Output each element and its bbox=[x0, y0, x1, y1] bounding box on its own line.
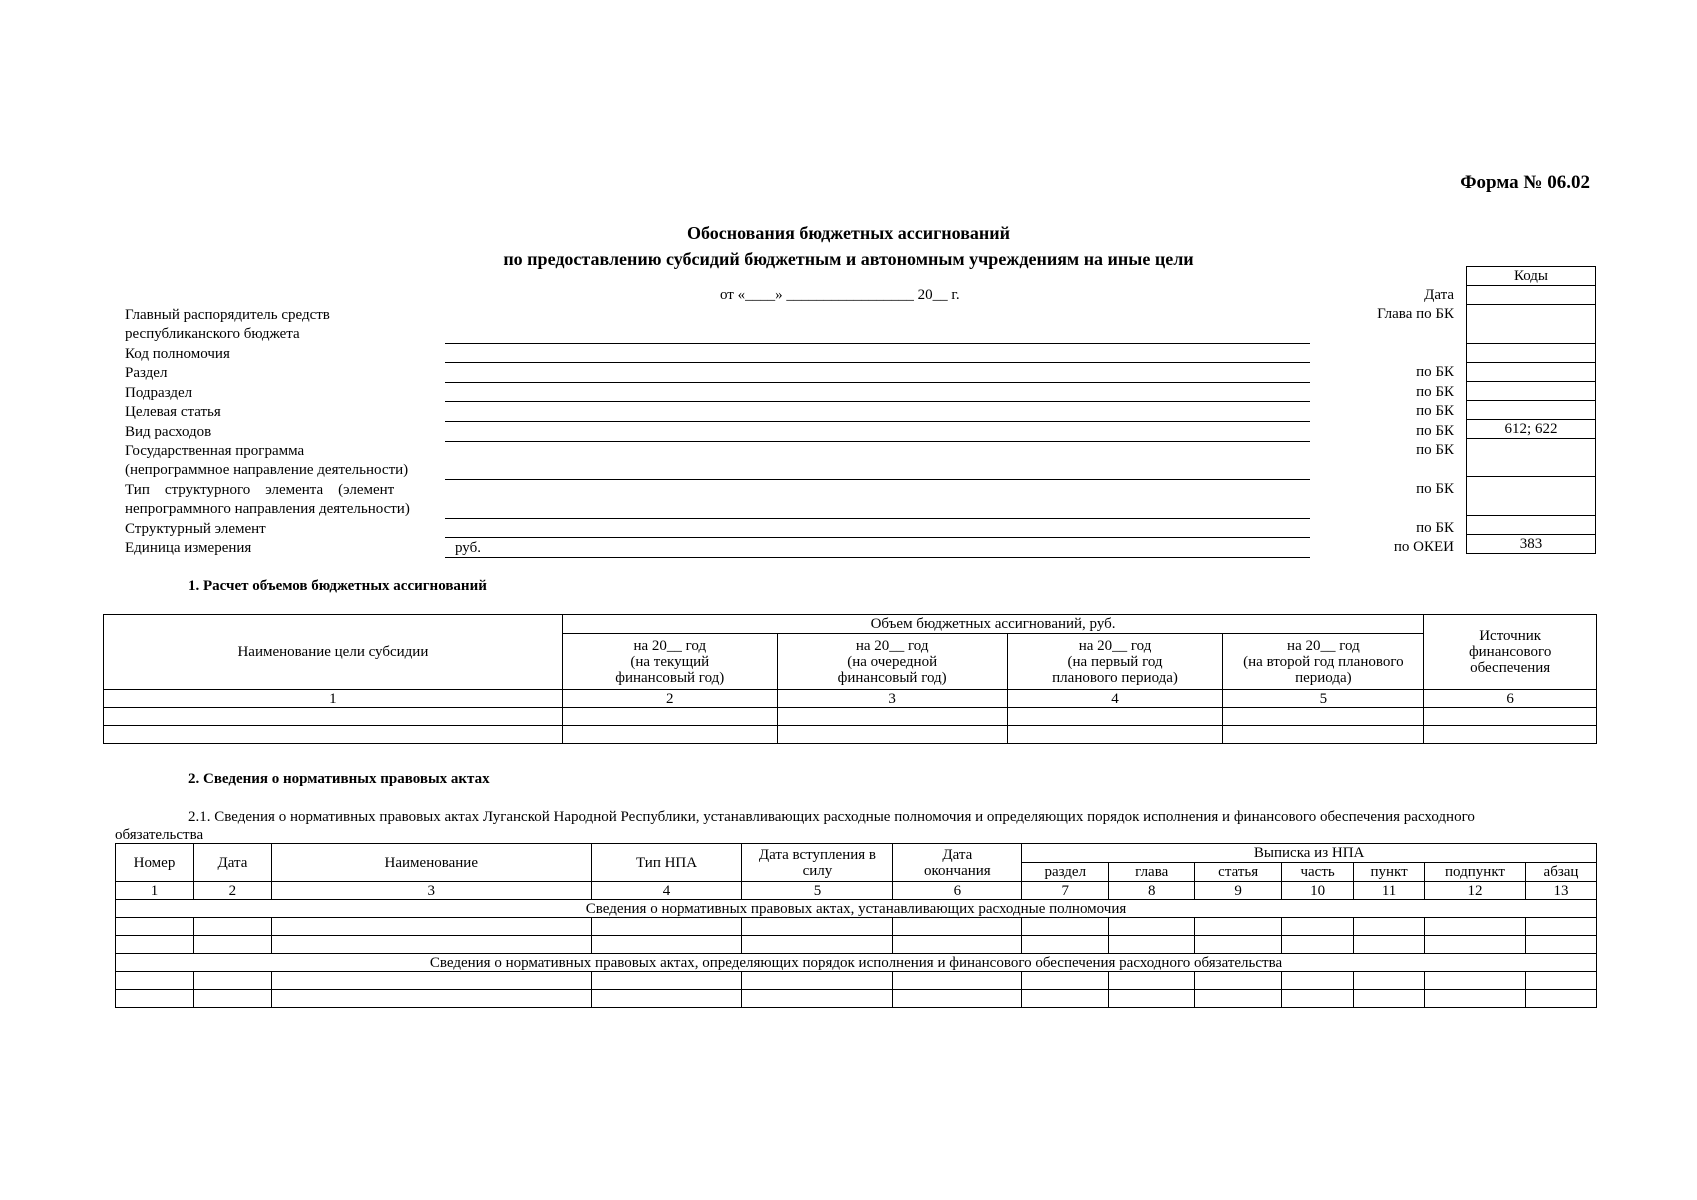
s2-cell[interactable] bbox=[1425, 918, 1526, 936]
label-struct-type-1: Тип структурного элемента (элемент bbox=[125, 482, 395, 498]
s2-cell[interactable] bbox=[1109, 990, 1195, 1008]
title-line-1: Обоснования бюджетных ассигнований bbox=[686, 223, 1011, 243]
s2-cell[interactable] bbox=[1525, 918, 1596, 936]
s2-cell[interactable] bbox=[1425, 990, 1526, 1008]
section1-table bbox=[103, 614, 1597, 744]
right-label-program: по БК bbox=[1416, 442, 1454, 458]
s2-start-line-1: Дата вступления в bbox=[758, 846, 876, 863]
code-chapter[interactable] bbox=[1467, 305, 1596, 344]
s1-cell[interactable] bbox=[1007, 708, 1223, 726]
s2-cell[interactable] bbox=[1425, 936, 1526, 954]
s2-cell[interactable] bbox=[193, 972, 271, 990]
s2-num-4: 4 bbox=[591, 882, 742, 900]
right-label-struct-type: по БК bbox=[1416, 481, 1454, 497]
s1-cell[interactable] bbox=[1424, 708, 1597, 726]
code-section[interactable] bbox=[1467, 363, 1596, 382]
code-okei[interactable]: 383 bbox=[1467, 535, 1596, 554]
s1-col-year4 bbox=[1223, 634, 1424, 690]
s2-sub-part: часть bbox=[1282, 863, 1354, 882]
codes-table bbox=[1466, 266, 1596, 554]
s2-num-10: 10 bbox=[1282, 882, 1354, 900]
s2-cell[interactable] bbox=[116, 918, 194, 936]
s1-y4-line-2: (на второй год планового bbox=[1243, 653, 1404, 670]
s2-cell[interactable] bbox=[271, 972, 591, 990]
s2-cell[interactable] bbox=[1195, 918, 1282, 936]
label-section: Раздел bbox=[125, 365, 168, 381]
s2-num-9: 9 bbox=[1195, 882, 1282, 900]
s2-cell[interactable] bbox=[1109, 936, 1195, 954]
s1-cell[interactable] bbox=[1424, 726, 1597, 744]
label-struct-element: Структурный элемент bbox=[125, 521, 266, 537]
s1-y4-line-1: на 20__ год bbox=[1287, 637, 1360, 654]
s1-source-line-3: обеспечения bbox=[1470, 660, 1551, 676]
code-date[interactable] bbox=[1467, 286, 1596, 305]
s2-cell[interactable] bbox=[1525, 972, 1596, 990]
s2-num-13: 13 bbox=[1525, 882, 1596, 900]
label-state-program-2: (непрограммное направление деятельности) bbox=[125, 462, 409, 478]
s2-col-end bbox=[893, 844, 1022, 882]
s2-cell[interactable] bbox=[591, 990, 742, 1008]
code-struct-el[interactable] bbox=[1467, 516, 1596, 535]
s2-col-type: Тип НПА bbox=[591, 844, 742, 882]
s2-num-1: 1 bbox=[116, 882, 194, 900]
s2-cell[interactable] bbox=[1525, 936, 1596, 954]
code-program[interactable] bbox=[1467, 439, 1596, 477]
s2-cell[interactable] bbox=[1022, 972, 1109, 990]
s2-col-number: Номер bbox=[116, 844, 194, 882]
field-unit[interactable] bbox=[445, 557, 1310, 558]
table-row bbox=[116, 972, 1597, 990]
code-target[interactable] bbox=[1467, 401, 1596, 420]
s2-col-name: Наименование bbox=[271, 844, 591, 882]
s2-cell[interactable] bbox=[1195, 972, 1282, 990]
s1-num-2: 2 bbox=[562, 690, 777, 708]
s2-cell[interactable] bbox=[1195, 936, 1282, 954]
s2-cell[interactable] bbox=[742, 918, 893, 936]
section1-title: 1. Расчет объемов бюджетных ассигнований bbox=[188, 578, 487, 594]
s1-cell[interactable] bbox=[562, 726, 777, 744]
s2-sub-paragraph: абзац bbox=[1525, 863, 1596, 882]
s2-group-2: Сведения о нормативных правовых актах, определяющих порядок исполнения и финансового обеспечения расходного обязательства bbox=[116, 954, 1597, 972]
s1-cell[interactable] bbox=[562, 708, 777, 726]
s1-source-line-1: Источник bbox=[1479, 628, 1542, 644]
field-main-manager[interactable] bbox=[445, 343, 1310, 344]
s2-cell[interactable] bbox=[742, 990, 893, 1008]
s2-cell[interactable] bbox=[591, 918, 742, 936]
section2-table bbox=[115, 843, 1597, 1008]
s2-cell[interactable] bbox=[742, 936, 893, 954]
field-target-article[interactable] bbox=[445, 421, 1310, 422]
right-label-expense: по БК bbox=[1416, 423, 1454, 439]
s2-cell[interactable] bbox=[893, 936, 1022, 954]
code-struct-type[interactable] bbox=[1467, 477, 1596, 516]
s2-num-3: 3 bbox=[271, 882, 591, 900]
field-state-program[interactable] bbox=[445, 479, 1310, 480]
s2-cell[interactable] bbox=[1354, 972, 1425, 990]
s2-cell[interactable] bbox=[1354, 918, 1425, 936]
s2-cell[interactable] bbox=[271, 918, 591, 936]
section2-title: 2. Сведения о нормативных правовых актах bbox=[188, 771, 490, 787]
date-line: от «____» _________________ 20__ г. bbox=[720, 287, 960, 303]
right-label-date: Дата bbox=[1424, 287, 1454, 303]
s2-col-start bbox=[742, 844, 893, 882]
s2-cell[interactable] bbox=[1282, 936, 1354, 954]
field-struct-type[interactable] bbox=[445, 518, 1310, 519]
s2-cell[interactable] bbox=[193, 918, 271, 936]
table-row bbox=[116, 990, 1597, 1008]
s2-sub-section: раздел bbox=[1022, 863, 1109, 882]
s2-cell[interactable] bbox=[893, 990, 1022, 1008]
s1-cell[interactable] bbox=[1223, 708, 1424, 726]
s2-cell[interactable] bbox=[1195, 990, 1282, 1008]
label-main-manager-2: республиканского бюджета bbox=[125, 326, 300, 342]
s2-cell[interactable] bbox=[1425, 972, 1526, 990]
s1-cell[interactable] bbox=[104, 708, 563, 726]
table-row bbox=[104, 708, 1597, 726]
form-number: Форма № 06.02 bbox=[1460, 172, 1590, 193]
label-state-program-1: Государственная программа bbox=[125, 443, 305, 459]
label-target-article: Целевая статья bbox=[125, 404, 221, 420]
document-title bbox=[0, 220, 1697, 272]
s2-sub-article: статья bbox=[1195, 863, 1282, 882]
s1-y3-line-1: на 20__ год bbox=[1078, 637, 1152, 654]
s2-col-date: Дата bbox=[193, 844, 271, 882]
s2-cell[interactable] bbox=[893, 972, 1022, 990]
s2-cell[interactable] bbox=[591, 936, 742, 954]
code-expense[interactable]: 612; 622 bbox=[1467, 420, 1596, 439]
field-expense-type[interactable] bbox=[445, 441, 1310, 442]
table-row bbox=[104, 726, 1597, 744]
field-struct-element[interactable] bbox=[445, 537, 1310, 538]
s2-cell[interactable] bbox=[1354, 990, 1425, 1008]
right-label-okei: по ОКЕИ bbox=[1393, 539, 1454, 555]
s2-cell[interactable] bbox=[1022, 990, 1109, 1008]
s2-sub-chapter: глава bbox=[1109, 863, 1195, 882]
right-label-chapter: Глава по БК bbox=[1377, 306, 1454, 322]
codes-header: Коды bbox=[1467, 267, 1596, 286]
s2-cell[interactable] bbox=[193, 990, 271, 1008]
section21-para-line-2: обязательства bbox=[115, 827, 204, 843]
s2-num-12: 12 bbox=[1425, 882, 1526, 900]
table-row bbox=[116, 936, 1597, 954]
s2-num-2: 2 bbox=[193, 882, 271, 900]
label-subsection: Подраздел bbox=[125, 385, 193, 401]
s1-y1-line-3: финансовый год) bbox=[615, 669, 725, 686]
label-struct-type-2: непрограммного направления деятельности) bbox=[125, 501, 410, 517]
s2-cell[interactable] bbox=[1022, 936, 1109, 954]
s2-cell[interactable] bbox=[1282, 918, 1354, 936]
s2-start-line-2: силу bbox=[802, 862, 833, 879]
s1-num-5: 5 bbox=[1223, 690, 1424, 708]
s1-col-name: Наименование цели субсидии bbox=[104, 615, 563, 690]
s2-group-1: Сведения о нормативных правовых актах, устанавливающих расходные полномочия bbox=[116, 900, 1597, 918]
field-subsection[interactable] bbox=[445, 401, 1310, 402]
s1-y4-line-3: периода) bbox=[1295, 669, 1352, 686]
code-authority[interactable] bbox=[1467, 344, 1596, 363]
s2-sub-subpoint: подпункт bbox=[1425, 863, 1526, 882]
s1-source-line-2: финансового bbox=[1468, 644, 1552, 660]
right-label-section: по БК bbox=[1416, 364, 1454, 380]
s1-col-source bbox=[1424, 615, 1597, 690]
s1-y3-line-3: планового периода) bbox=[1052, 669, 1178, 686]
code-subsection[interactable] bbox=[1467, 382, 1596, 401]
s1-y2-line-1: на 20__ год bbox=[855, 637, 929, 654]
right-label-struct-el: по БК bbox=[1416, 520, 1454, 536]
s2-cell[interactable] bbox=[116, 936, 194, 954]
s2-cell[interactable] bbox=[1109, 918, 1195, 936]
field-section[interactable] bbox=[445, 382, 1310, 383]
s2-cell[interactable] bbox=[116, 990, 194, 1008]
s2-end-line-2: окончания bbox=[923, 862, 991, 879]
s1-cell[interactable] bbox=[777, 726, 1007, 744]
field-authority-code[interactable] bbox=[445, 362, 1310, 363]
s1-y1-line-2: (на текущий bbox=[630, 653, 710, 670]
s1-cell[interactable] bbox=[777, 708, 1007, 726]
s2-cell[interactable] bbox=[1525, 990, 1596, 1008]
s2-end-line-1: Дата bbox=[942, 846, 973, 863]
s1-num-3: 3 bbox=[777, 690, 1007, 708]
s1-num-6: 6 bbox=[1424, 690, 1597, 708]
s2-cell[interactable] bbox=[1022, 918, 1109, 936]
label-main-manager-1: Главный распорядитель средств bbox=[125, 307, 330, 323]
s2-col-extract: Выписка из НПА bbox=[1022, 844, 1597, 863]
s1-col-year2 bbox=[777, 634, 1007, 690]
s2-num-5: 5 bbox=[742, 882, 893, 900]
s2-sub-point: пункт bbox=[1354, 863, 1425, 882]
s2-num-11: 11 bbox=[1354, 882, 1425, 900]
s2-cell[interactable] bbox=[271, 990, 591, 1008]
s1-num-4: 4 bbox=[1007, 690, 1223, 708]
s1-y2-line-3: финансовый год) bbox=[837, 669, 947, 686]
s2-num-6: 6 bbox=[893, 882, 1022, 900]
s2-cell[interactable] bbox=[1282, 972, 1354, 990]
s2-cell[interactable] bbox=[1109, 972, 1195, 990]
unit-value: руб. bbox=[455, 540, 481, 556]
s1-cell[interactable] bbox=[104, 726, 563, 744]
right-label-subsection: по БК bbox=[1416, 384, 1454, 400]
s2-cell[interactable] bbox=[893, 918, 1022, 936]
label-authority-code: Код полномочия bbox=[125, 346, 230, 362]
s1-cell[interactable] bbox=[1007, 726, 1223, 744]
label-expense-type: Вид расходов bbox=[125, 424, 212, 440]
s1-col-year3 bbox=[1007, 634, 1223, 690]
s2-cell[interactable] bbox=[116, 972, 194, 990]
s2-cell[interactable] bbox=[271, 936, 591, 954]
s2-cell[interactable] bbox=[742, 972, 893, 990]
s2-cell[interactable] bbox=[1354, 936, 1425, 954]
s2-cell[interactable] bbox=[193, 936, 271, 954]
label-unit: Единица измерения bbox=[125, 540, 252, 556]
section21-para-line-1: 2.1. Сведения о нормативных правовых актах Луганской Народной Республики, устанавливающих расходные полномочия и определяющих порядок исполнения и финансового обеспечения расходного bbox=[188, 809, 1475, 825]
table-row bbox=[116, 918, 1597, 936]
s2-cell[interactable] bbox=[591, 972, 742, 990]
s1-cell[interactable] bbox=[1223, 726, 1424, 744]
s1-y1-line-1: на 20__ год bbox=[633, 637, 707, 654]
s2-num-8: 8 bbox=[1109, 882, 1195, 900]
right-label-target: по БК bbox=[1416, 403, 1454, 419]
title-line-2: по предоставлению субсидий бюджетным и автономным учреждениям на иные цели bbox=[503, 249, 1194, 269]
s1-y3-line-2: (на первый год bbox=[1067, 653, 1163, 670]
s1-col-year1 bbox=[562, 634, 777, 690]
s2-num-7: 7 bbox=[1022, 882, 1109, 900]
s2-cell[interactable] bbox=[1282, 990, 1354, 1008]
s1-group-header: Объем бюджетных ассигнований, руб. bbox=[562, 615, 1423, 634]
s1-y2-line-2: (на очередной bbox=[847, 653, 938, 670]
s1-num-1: 1 bbox=[104, 690, 563, 708]
